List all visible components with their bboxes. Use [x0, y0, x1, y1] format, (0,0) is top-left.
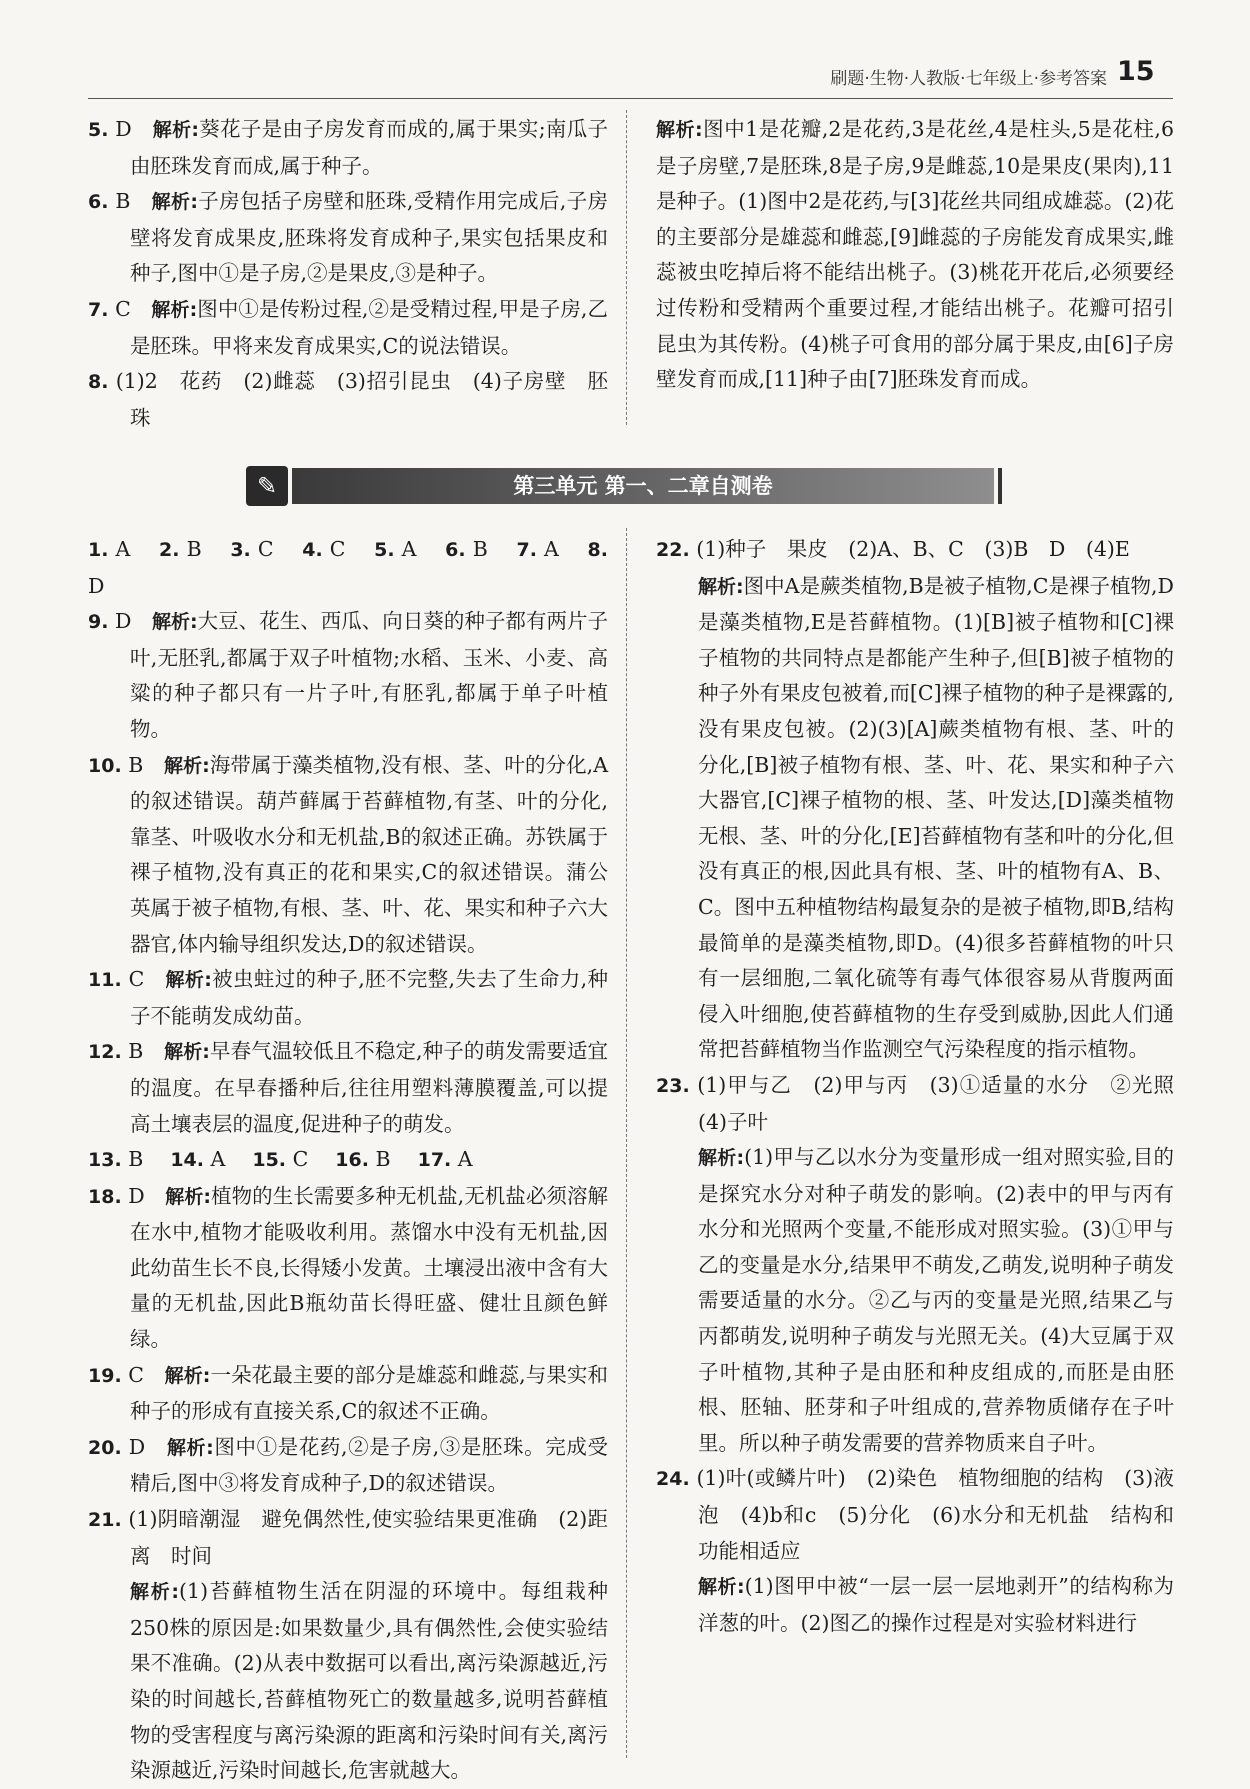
question-number: 14. — [170, 1149, 204, 1172]
answer-item — [656, 569, 1174, 1068]
analysis-text: 海带属于藻类植物,没有根、茎、叶的分化,A的叙述错误。葫芦藓属于苔藓植物,有茎、叶的分化,靠茎、叶吸收水分和无机盐,B的叙述正确。苏铁属于裸子植物,没有真正的花和果实,C的叙述错误。蒲公英属于被子植物,有根、茎、叶、花、果实和种子六大器官,体内输导组织发达,D的叙述错误。 — [130, 752, 609, 956]
answer-value: B — [115, 189, 131, 214]
question-number: 10. — [88, 754, 122, 777]
analysis-label: 解析: — [698, 1576, 745, 1599]
analysis-text: 被虫蛀过的种子,胚不完整,失去了生命力,种子不能萌发成幼苗。 — [130, 967, 608, 1028]
column-divider-top — [626, 110, 627, 425]
answer-item — [88, 1034, 608, 1142]
answer-value: D — [115, 117, 132, 141]
answer-value: D — [115, 609, 132, 634]
question-number: 7. — [516, 539, 537, 561]
analysis-text: 植物的生长需要多种无机盐,无机盐必须溶解在水中,植物才能吸收利用。蒸馏水中没有无机盐,因此幼苗生长不良,长得矮小发黄。土壤浸出液中含有大量的无机盐,因此B瓶幼苗长得旺盛、健壮且颜色鲜绿。 — [130, 1183, 609, 1352]
answer-letter: C — [329, 537, 346, 561]
answer-letter: A — [401, 537, 417, 561]
answer-value: B — [128, 1039, 144, 1064]
header-title: 刷题·生物·人教版·七年级上·参考答案 — [830, 69, 1107, 89]
answer-item — [88, 1358, 608, 1430]
analysis-text: 子房包括子房壁和胚珠,受精作用完成后,子房壁将发育成果皮,胚珠将发育成种子,果实包括果皮和种子,图中①是子房,②是果皮,③是种子。 — [130, 189, 608, 286]
answer-item — [88, 604, 608, 747]
analysis-label: 解析: — [130, 1581, 180, 1604]
page-number: 15 — [1117, 56, 1155, 87]
page-header — [88, 58, 1173, 99]
analysis-label: 解析: — [698, 575, 744, 598]
answer-item — [656, 1461, 1174, 1569]
question-number: 4. — [302, 539, 323, 561]
answer-value: D — [128, 1434, 146, 1459]
answer-item — [88, 1430, 608, 1502]
answer-item — [88, 1179, 608, 1358]
answer-letter: A — [115, 537, 131, 561]
analysis-label: 解析: — [151, 611, 198, 634]
top-right-column — [656, 112, 1174, 398]
answer-value: B — [128, 752, 144, 777]
question-number: 6. — [88, 191, 109, 214]
question-number: 2. — [159, 539, 180, 561]
analysis-text: (1)苔藓植物生活在阴湿的环境中。每组栽种250株的原因是:如果数量少,具有偶然性,会使实验结果不准确。(2)从表中数据可以看出,离污染源越近,污染的时间越长,苔藓植物死亡的数量越多,说明苔藓植物的受害程度与离污染源的距离和污染时间有关,离污染源越近,污染时间越长,危害就越大。 — [130, 1579, 609, 1783]
column-divider-bottom — [626, 528, 627, 1758]
answer-value: D — [128, 1183, 145, 1208]
bottom-right-column — [656, 532, 1195, 1641]
question-number: 8. — [88, 371, 109, 394]
answer-value: (1)甲与乙 (2)甲与丙 (3)①适量的水分 ②光照 (4)子叶 — [697, 1072, 1195, 1134]
answer-value: (1)叶(或鳞片叶) (2)染色 植物细胞的结构 (3)液泡 (4)b和c (5)分化 (6)水分和无机盐 结构和功能相适应 — [696, 1466, 1174, 1563]
answer-value: C — [115, 296, 131, 321]
question-number: 16. — [335, 1149, 369, 1172]
analysis-text: 图中①是传粉过程,②是受精过程,甲是子房,乙是胚珠。甲将来发育成果实,C的说法错误。 — [130, 296, 608, 358]
answer-letter: B — [472, 537, 488, 561]
analysis-text: 图中A是蕨类植物,B是被子植物,C是裸子植物,D是藻类植物,E是苔藓植物。(1)[B]被子植物和[C]裸子植物的共同特点是都能产生种子,但[B]被子植物的种子外有果皮包被着,而[C]裸子植物的种子是裸露的,没有果皮包被。(2)(3)[A]蕨类植物有根、茎、叶的分化,[B]被子植物有根、茎、叶、花、果实和种子六大器官,[C]裸子植物的根、茎、叶发达,[D]藻类植物无根、茎、叶的分化,[E]苔藓植物有茎和叶的分化,但没有真正的根,因此具有根、茎、叶的植物有A、B、C。图中五种植物结构最复杂的是被子植物,即B,结构最简单的是藻类植物,即D。(4)很多苔藓植物的叶只有一层细胞,二氧化硫等有毒气体很容易从背腹两面侵入叶细胞,使苔藓植物的生存受到威胁,因此人们通常把苔藓植物当作监测空气污染程度的指示植物。 — [698, 573, 1174, 1062]
question-number: 21. — [88, 1509, 122, 1532]
question-number: 8. — [587, 539, 608, 561]
answer-item — [88, 1502, 608, 1574]
question-number: 24. — [656, 1468, 690, 1491]
answer-item — [88, 1142, 608, 1179]
analysis-label: 解析: — [656, 119, 703, 141]
answer-letter: D — [88, 573, 105, 598]
question-number: 5. — [374, 539, 395, 561]
question-number: 20. — [88, 1436, 122, 1459]
answer-value: (1)2 花药 (2)雌蕊 (3)招引昆虫 (4)子房壁 胚珠 — [115, 369, 608, 430]
top-left-column — [88, 112, 608, 436]
analysis-text: 图中①是花药,②是子房,③是胚珠。完成受精后,图中③将发育成种子,D的叙述错误。 — [130, 1434, 608, 1496]
analysis-label: 解析: — [164, 1041, 210, 1064]
answer-item — [88, 292, 608, 364]
answer-letter: B — [128, 1147, 144, 1172]
analysis-label: 解析: — [165, 969, 212, 992]
analysis-text: (1)图甲中被“一层一层一层地剥开”的结构称为洋葱的叶。(2)图乙的操作过程是对实验材料进行 — [698, 1574, 1174, 1635]
analysis-label: 解析: — [164, 1364, 211, 1387]
answer-letter: A — [457, 1147, 473, 1172]
analysis-text: (1)甲与乙以水分为变量形成一组对照实验,目的是探究水分对种子萌发的影响。(2)表中的甲与丙有水分和光照两个变量,不能形成对照实验。(3)①甲与乙的变量是水分,结果甲不萌发,乙萌发,说明种子萌发需要适量的水分。②乙与丙的变量是光照,结果乙与丙都萌发,说明种子萌发与光照无关。(4)大豆属于双子叶植物,其种子是由胚和种皮组成的,而胚是由胚根、胚轴、胚芽和子叶组成的,营养物质储存在子叶里。所以种子萌发需要的营养物质来自子叶。 — [698, 1145, 1174, 1455]
question-number: 7. — [88, 298, 109, 321]
answer-letter: A — [210, 1147, 226, 1172]
answer-value: (1)种子 果皮 (2)A、B、C (3)B D (4)E — [696, 537, 1130, 561]
question-number: 11. — [88, 969, 122, 992]
question-number: 13. — [88, 1149, 122, 1172]
answer-letter: C — [292, 1147, 309, 1172]
answer-value: C — [128, 1362, 144, 1387]
hand-icon: ✎ — [246, 466, 288, 506]
answer-value: C — [128, 967, 145, 992]
answer-letter: A — [544, 537, 559, 561]
question-number: 12. — [88, 1041, 122, 1064]
question-number: 15. — [252, 1149, 287, 1172]
answer-letter: C — [257, 537, 274, 561]
answer-letter: B — [186, 537, 202, 561]
bottom-left-column — [88, 532, 608, 1789]
question-number: 17. — [417, 1149, 452, 1172]
answer-item — [656, 532, 1174, 569]
analysis-label: 解析: — [698, 1147, 745, 1170]
answer-item — [656, 1068, 1195, 1140]
answer-item — [88, 184, 608, 292]
analysis-text: 一朵花最主要的部分是雄蕊和雌蕊,与果实和种子的形成有直接关系,C的叙述不正确。 — [130, 1362, 609, 1424]
answer-item — [88, 112, 608, 184]
analysis-label: 解析: — [166, 1436, 214, 1459]
answer-item — [88, 748, 608, 963]
question-number: 3. — [230, 539, 251, 561]
answer-item — [88, 532, 608, 604]
analysis-paragraph — [656, 112, 1174, 398]
question-number: 18. — [88, 1185, 122, 1208]
analysis-text: 图中1是花瓣,2是花药,3是花丝,4是柱头,5是花柱,6是子房壁,7是胚珠,8是子房,9是雌蕊,10是果皮(果肉),11是种子。(1)图中2是花药,与[3]花丝共同组成雄蕊。(2)花的主要部分是雄蕊和雌蕊,[9]雌蕊的子房能发育成果实,雌蕊被虫吃掉后将不能结出桃子。(3)桃花开花后,必须要经过传粉和受精两个重要过程,才能结出桃子。花瓣可招引昆虫为其传粉。(4)桃子可食用的部分属于果皮,由[6]子房壁发育而成,[11]种子由[7]胚珠发育而成。 — [656, 117, 1174, 392]
question-number: 22. — [656, 539, 690, 561]
question-number: 1. — [88, 539, 109, 561]
question-number: 6. — [445, 539, 466, 561]
answer-letter: B — [375, 1147, 391, 1172]
banner-end-mark — [998, 468, 1002, 504]
answer-item — [88, 962, 608, 1034]
question-number: 23. — [656, 1074, 690, 1097]
analysis-text: 葵花子是由子房发育而成的,属于果实;南瓜子由胚珠发育而成,属于种子。 — [130, 117, 608, 178]
question-number: 19. — [88, 1364, 122, 1387]
answer-item — [656, 1569, 1174, 1641]
analysis-text: 早春气温较低且不稳定,种子的萌发需要适宜的温度。在早春播种后,往往用塑料薄膜覆盖,可以提高土壤表层的温度,促进种子的萌发。 — [130, 1039, 608, 1136]
answer-item — [88, 1574, 608, 1789]
question-number: 5. — [88, 119, 109, 141]
analysis-label: 解析: — [164, 754, 210, 777]
analysis-label: 解析: — [152, 119, 199, 141]
section-title: 第三单元 第一、二章自测卷 — [292, 468, 994, 504]
answer-item — [656, 1140, 1174, 1461]
question-number: 9. — [88, 611, 109, 634]
analysis-label: 解析: — [151, 298, 198, 321]
analysis-label: 解析: — [151, 191, 198, 214]
analysis-label: 解析: — [165, 1185, 211, 1208]
answer-value: (1)阴暗潮湿 避免偶然性,使实验结果更准确 (2)距离 时间 — [128, 1507, 608, 1568]
answer-item — [88, 364, 608, 436]
section-banner — [246, 466, 994, 506]
analysis-text: 大豆、花生、西瓜、向日葵的种子都有两片子叶,无胚乳,都属于双子叶植物;水稻、玉米、小麦、高粱的种子都只有一片子叶,有胚乳,都属于单子叶植物。 — [130, 609, 608, 741]
